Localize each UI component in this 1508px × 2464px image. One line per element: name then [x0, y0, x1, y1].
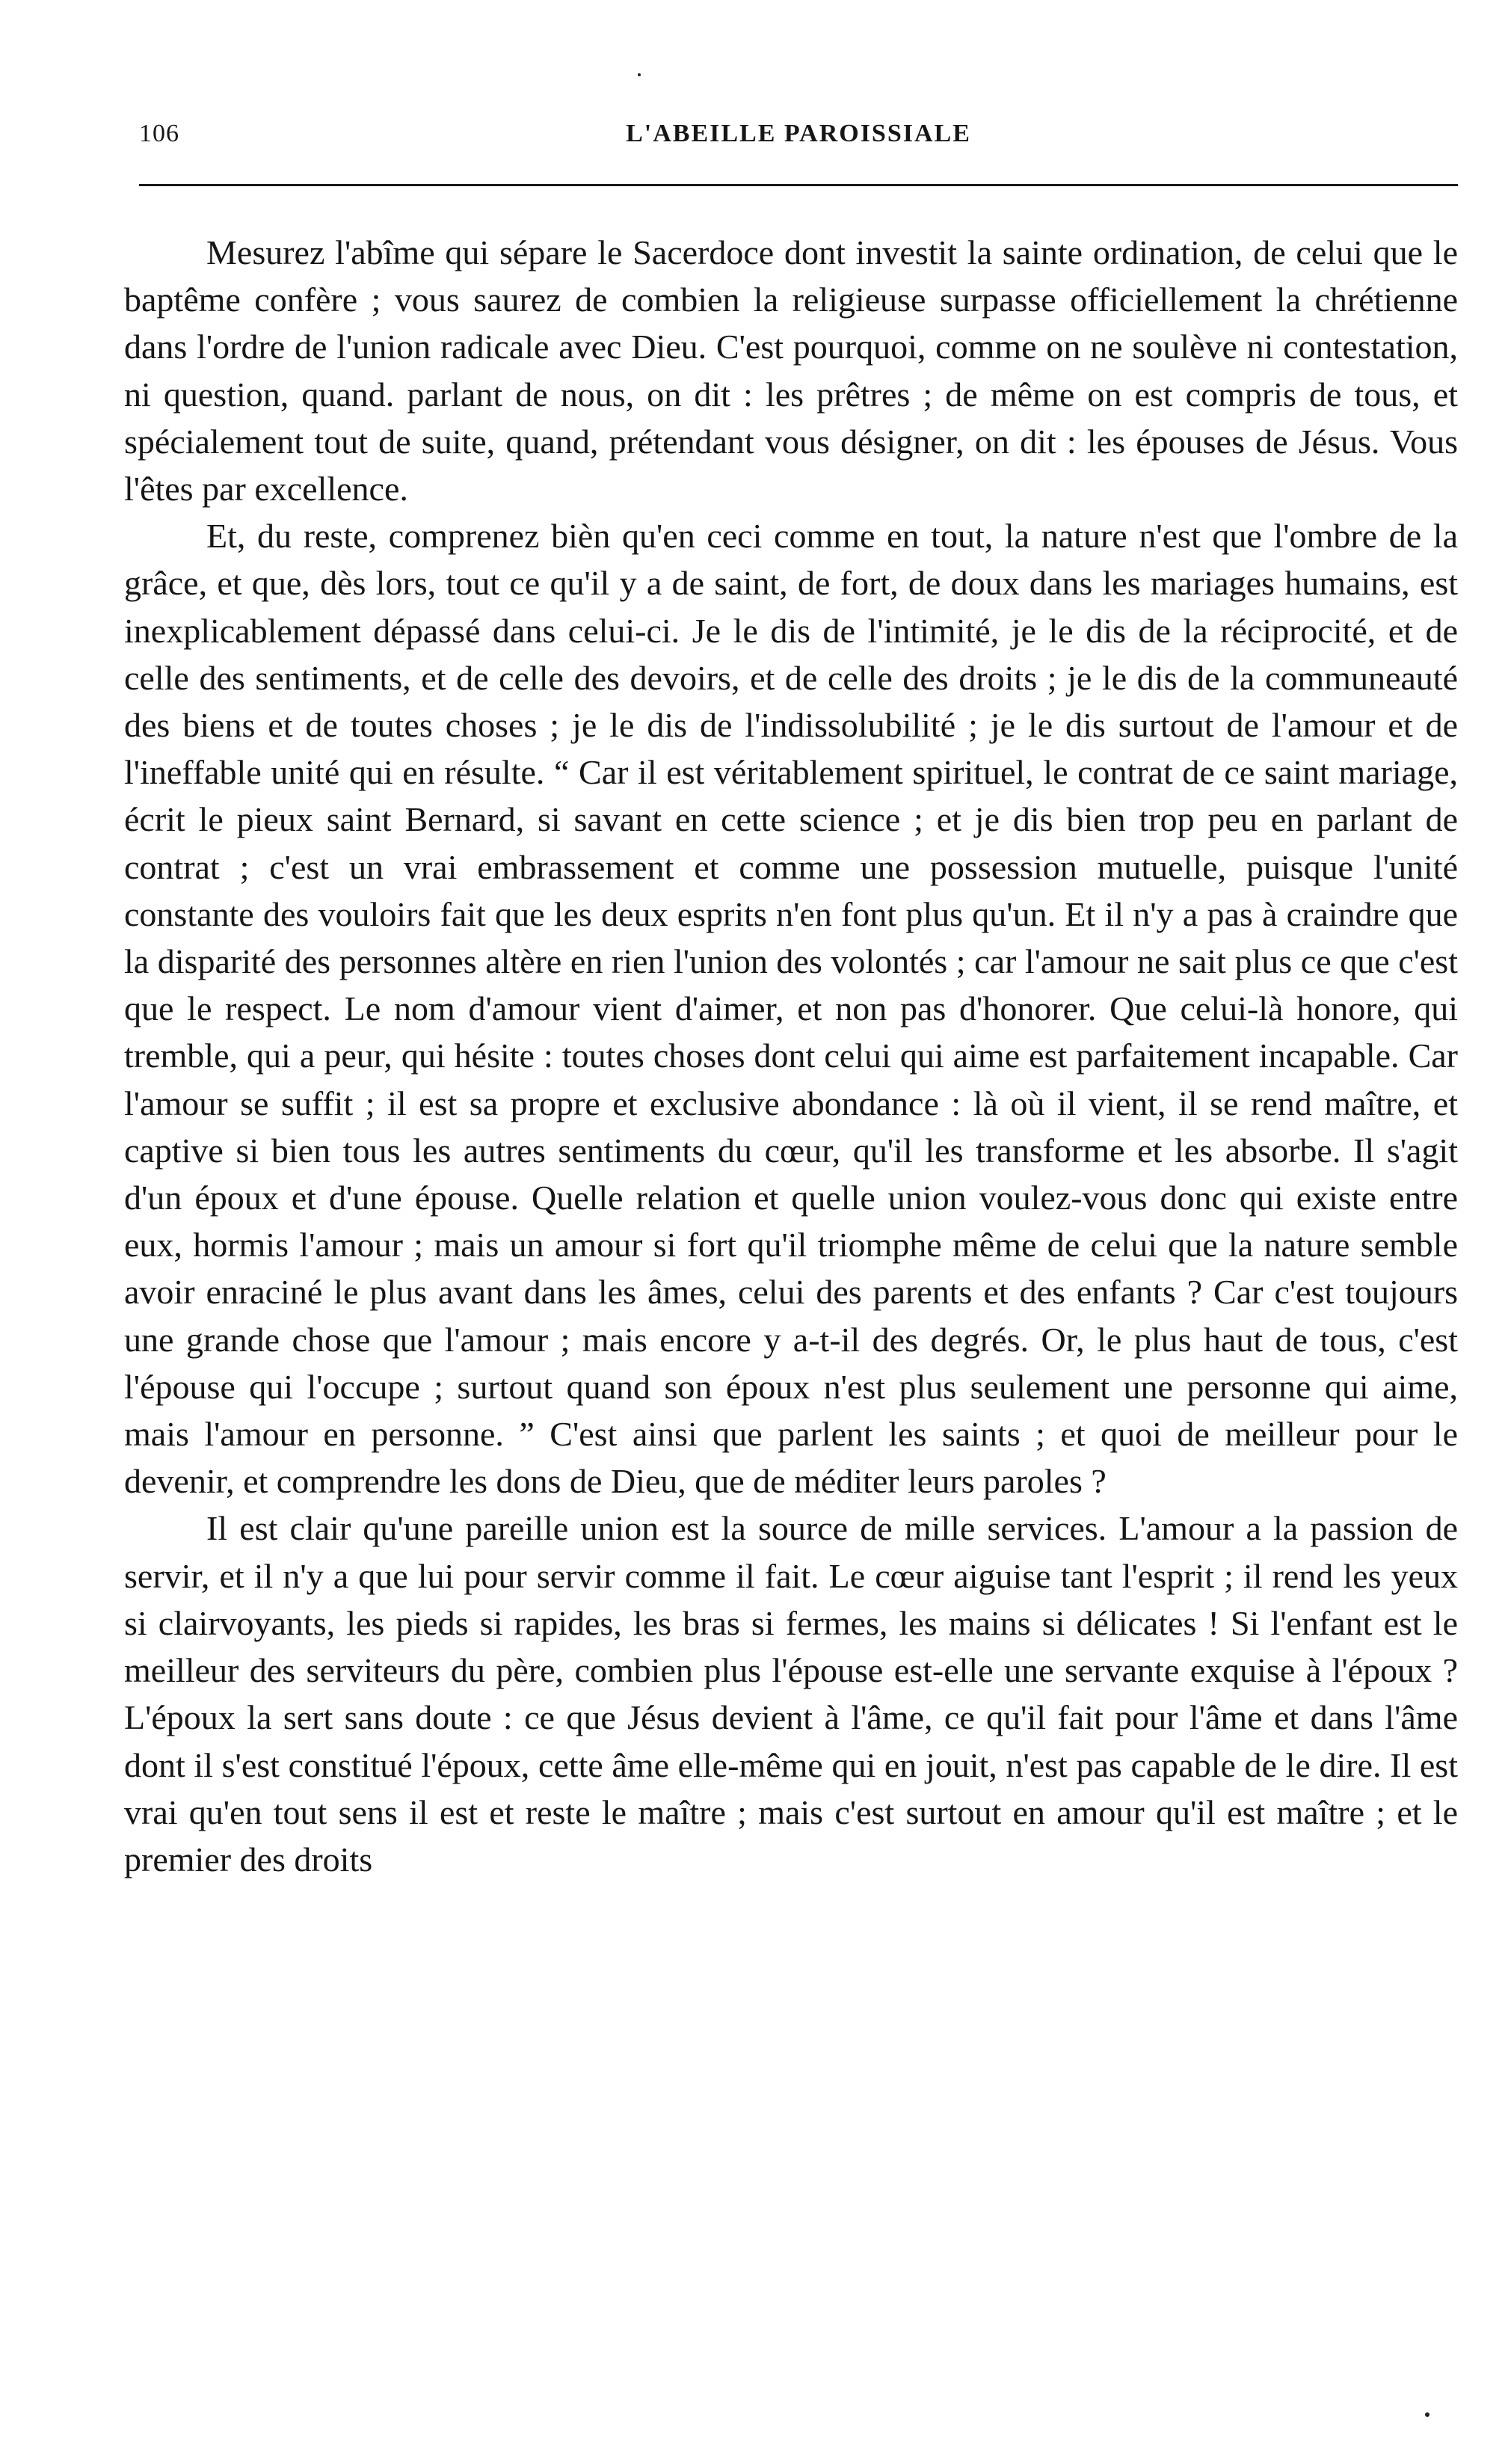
journal-title: L'ABEILLE PAROISSIALE: [626, 120, 971, 147]
running-head: [139, 120, 1458, 157]
body-text: [124, 229, 1458, 1883]
ink-speck: [638, 73, 641, 76]
paragraph: Il est clair qu'une pareille union est la source de mille services. L'amour a la passion de servir, et il n'y a que lui pour servir comme il fait. Le cœur aiguise tant l'esprit ; il rend les yeux si clairvoyants, les pieds si rapides, les bras si fermes, les mains si délicates ! Si l'enfant est le meilleur des serviteurs du père, combien plus l'épouse est-elle une servante exquise à l'époux ? L'époux la sert sans doute : ce que Jésus devient à l'âme, ce qu'il fait pour l'âme et dans l'âme dont il s'est constitué l'époux, cette âme elle-même qui en jouit, n'est pas capable de le dire. Il est vrai qu'en tout sens il est et reste le maître ; mais c'est surtout en amour qu'il est maître ; et le premier des droits: [124, 1509, 1458, 1878]
paragraph: Et, du reste, comprenez bièn qu'en ceci comme en tout, la nature n'est que l'ombre de la grâce, et que, dès lors, tout ce qu'il y a de saint, de fort, de doux dans les mariages humains, est inexplicablement dépassé dans celui-ci. Je le dis de l'intimité, je le dis de la réciprocité, et de celle des sentiments, et de celle des devoirs, et de celle des droits ; je le dis de la communeauté des biens et de toutes choses ; je le dis de l'indissolubilité ; je le dis surtout de l'amour et de l'ineffable unité qui en résulte. “ Car il est véritablement spirituel, le contrat de ce saint mariage, écrit le pieux saint Bernard, si savant en cette science ; et je dis bien trop peu en parlant de contrat ; c'est un vrai embrassement et comme une possession mutuelle, puisque l'unité constante des vouloirs fait que les deux esprits n'en font plus qu'un. Et il n'y a pas à craindre que la disparité des personnes altère en rien l'union des volontés ; car l'amour ne sait plus ce que c'est que le respect. Le nom d'amour vient d'aimer, et non pas d'honorer. Que celui-là honore, qui tremble, qui a peur, qui hésite : toutes choses dont celui qui aime est parfaitement incapable. Car l'amour se suffit ; il est sa propre et exclusive abondance : là où il vient, il se rend maître, et captive si bien tous les autres sentiments du cœur, qu'il les transforme et les absorbe. Il s'agit d'un époux et d'une épouse. Quelle relation et quelle union voulez-vous donc qui existe entre eux, hormis l'amour ; mais un amour si fort qu'il triomphe même de celui que la nature semble avoir enraciné le plus avant dans les âmes, celui des parents et des enfants ? Car c'est toujours une grande chose que l'amour ; mais encore y a-t-il des degrés. Or, le plus haut de tous, c'est l'épouse qui l'occupe ; surtout quand son époux n'est plus seulement une personne qui aime, mais l'amour en personne. ” C'est ainsi que parlent les saints ; et quoi de meilleur pour le devenir, et comprendre les dons de Dieu, que de méditer leurs paroles ?: [124, 517, 1458, 1501]
header-rule: [139, 184, 1458, 186]
ink-speck: [1425, 2412, 1429, 2417]
paragraph: Mesurez l'abîme qui sépare le Sacerdoce dont investit la sainte ordination, de celui que le baptême confère ; vous saurez de combien la religieuse surpasse officiellement la chrétienne dans l'ordre de l'union radicale avec Dieu. C'est pourquoi, comme on ne soulève ni contestation, ni question, quand. parlant de nous, on dit : les prêtres ; de même on est compris de tous, et spécialement tout de suite, quand, prétendant vous désigner, on dit : les épouses de Jésus. Vous l'êtes par excellence.: [124, 233, 1458, 509]
page-number: 106: [139, 120, 179, 147]
